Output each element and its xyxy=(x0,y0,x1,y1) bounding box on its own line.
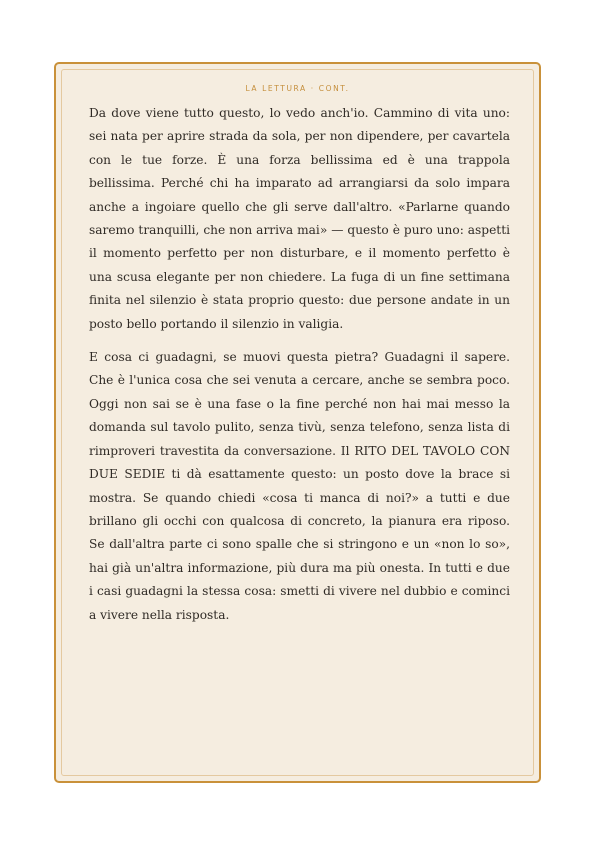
page-card xyxy=(54,62,541,783)
paragraph-2: E cosa ci guadagni, se muovi questa pietra? Guadagni il sapere. Che è l'unica cosa che sei venuta a cercare, anche se sembra poco. Oggi non sai se è una fase o la fine perché non hai mai messo la domanda sul tavolo pulito, senza tivù, senza telefono, senza lista di rimproveri travestita da conversazione. Il RITO DEL TAVOLO CON DUE SEDIE ti dà esattamente questo: un posto dove la brace si mostra. Se quando chiedi «cosa ti manca di noi?» a tutti e due brillano gli occhi con qualcosa di concreto, la pianura era riposo. Se dall'altra parte ci sono spalle che si stringono e un «non lo so», hai già un'altra informazione, più dura ma più onesta. In tutti e due i casi guadagni la stessa cosa: smetti di vivere nel dubbio e cominci a vivere nella risposta. xyxy=(89,350,510,622)
paragraph-1: Da dove viene tutto questo, lo vedo anch'io. Cammino di vita uno: sei nata per aprire strada da sola, per non dipendere, per cavartela con le tue forze. È una forza bellissima ed è una trappola bellissima. Perché chi ha imparato ad arrangiarsi da solo impara anche a ingoiare quello che gli serve dall'altro. «Parlarne quando saremo tranquilli, che non arriva mai» — questo è puro uno: aspetti il momento perfetto per non disturbare, e il momento perfetto è una scusa elegante per non chiedere. La fuga di un fine settimana finita nel silenzio è stata proprio questo: due persone andate in un posto bello portando il silenzio in valigia. xyxy=(89,106,510,331)
body-text xyxy=(89,102,510,637)
running-header: LA LETTURA · CONT. xyxy=(245,84,350,93)
